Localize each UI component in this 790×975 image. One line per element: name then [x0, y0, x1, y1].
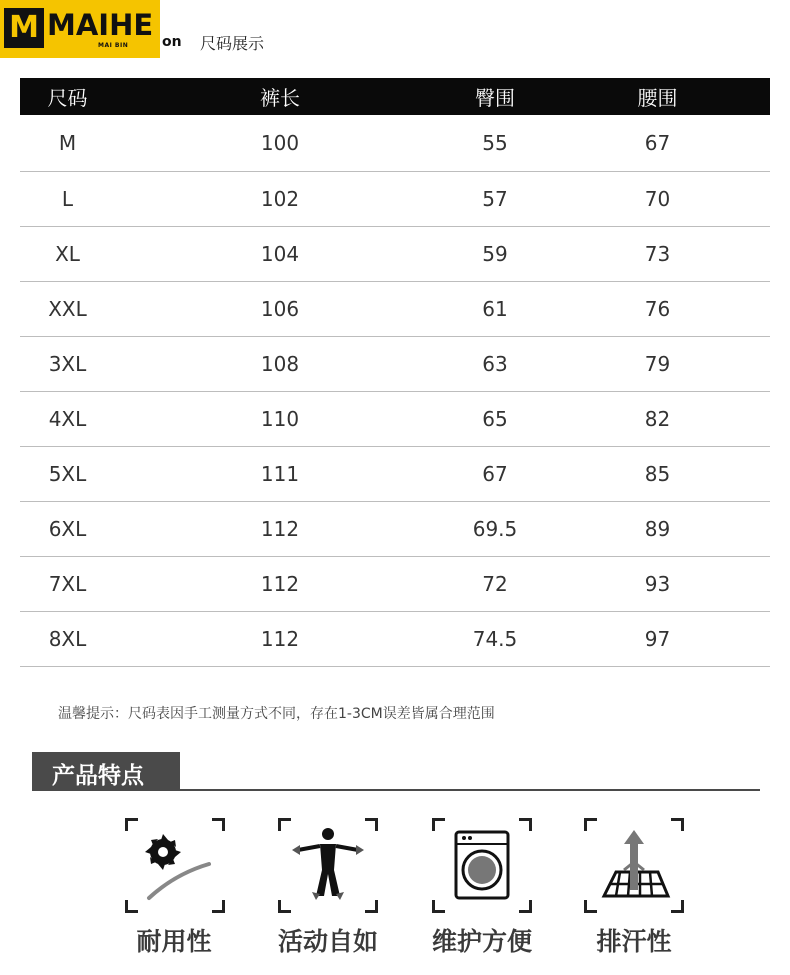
cell-length: 112: [115, 612, 445, 667]
sweat-wicking-icon: [594, 826, 674, 906]
cell-hip: 69.5: [445, 502, 545, 557]
washing-machine-icon: [442, 826, 522, 906]
stretch-person-icon: [288, 826, 368, 906]
cell-length: 104: [115, 227, 445, 282]
cell-hip: 72: [445, 557, 545, 612]
feature-sweat-wicking: [584, 818, 684, 913]
logo-subtext: MAI BIN: [98, 42, 129, 49]
header-hip: 臀围: [475, 86, 515, 110]
feature-label-sweat-wicking: 排汗性: [596, 927, 672, 956]
cell-waist: 85: [545, 447, 770, 502]
cell-hip: 57: [445, 172, 545, 227]
cell-size: 3XL: [20, 337, 115, 392]
cell-waist: 73: [545, 227, 770, 282]
feature-label-durability: 耐用性: [136, 927, 212, 956]
table-row: [20, 115, 770, 172]
header-size: 尺码: [47, 86, 88, 110]
logo-mark: [4, 8, 44, 48]
cell-hip: 74.5: [445, 612, 545, 667]
cell-hip: 55: [445, 115, 545, 172]
cell-size: 5XL: [20, 447, 115, 502]
feature-label-easy-care: 维护方便: [431, 927, 532, 956]
cell-length: 100: [115, 115, 445, 172]
cell-waist: 97: [545, 612, 770, 667]
cell-waist: 76: [545, 282, 770, 337]
cell-waist: 93: [545, 557, 770, 612]
cell-hip: 67: [445, 447, 545, 502]
table-row: [20, 282, 770, 337]
cell-length: 108: [115, 337, 445, 392]
cell-size: M: [20, 115, 115, 172]
cell-length: 112: [115, 502, 445, 557]
feature-durability: [125, 818, 225, 913]
table-header-row: [20, 78, 770, 115]
size-table: [20, 78, 770, 667]
table-row: [20, 392, 770, 447]
cell-waist: 89: [545, 502, 770, 557]
table-row: [20, 172, 770, 227]
saw-blade-icon: [135, 826, 215, 906]
cell-size: XL: [20, 227, 115, 282]
cell-hip: 59: [445, 227, 545, 282]
features-heading: 产品特点: [52, 763, 144, 789]
feature-movement: [278, 818, 378, 913]
header-on-text: on: [162, 34, 182, 50]
brand-logo: [0, 0, 160, 58]
cell-hip: 63: [445, 337, 545, 392]
features-banner: [32, 752, 180, 790]
logo-mark-letter: M: [9, 10, 39, 45]
cell-length: 102: [115, 172, 445, 227]
table-row: [20, 227, 770, 282]
page-title: 尺码展示: [200, 34, 265, 53]
cell-waist: 82: [545, 392, 770, 447]
feature-easy-care: [432, 818, 532, 913]
feature-label-movement: 活动自如: [277, 927, 378, 956]
cell-size: L: [20, 172, 115, 227]
cell-waist: 79: [545, 337, 770, 392]
table-row: [20, 502, 770, 557]
cell-length: 112: [115, 557, 445, 612]
cell-length: 111: [115, 447, 445, 502]
size-tip: 温馨提示：尺码表因手工测量方式不同，存在1-3CM误差皆属合理范围: [58, 706, 495, 722]
cell-hip: 65: [445, 392, 545, 447]
logo-text: MAIHE: [47, 8, 154, 42]
cell-size: 7XL: [20, 557, 115, 612]
header-length: 裤长: [260, 86, 300, 110]
cell-size: XXL: [20, 282, 115, 337]
table-row: [20, 557, 770, 612]
table-row: [20, 447, 770, 502]
table-row: [20, 337, 770, 392]
cell-size: 8XL: [20, 612, 115, 667]
table-row: [20, 612, 770, 667]
cell-waist: 70: [545, 172, 770, 227]
features-divider: [32, 789, 760, 791]
header-waist: 腰围: [637, 86, 678, 110]
cell-size: 6XL: [20, 502, 115, 557]
cell-hip: 61: [445, 282, 545, 337]
cell-length: 110: [115, 392, 445, 447]
cell-length: 106: [115, 282, 445, 337]
cell-size: 4XL: [20, 392, 115, 447]
cell-waist: 67: [545, 115, 770, 172]
